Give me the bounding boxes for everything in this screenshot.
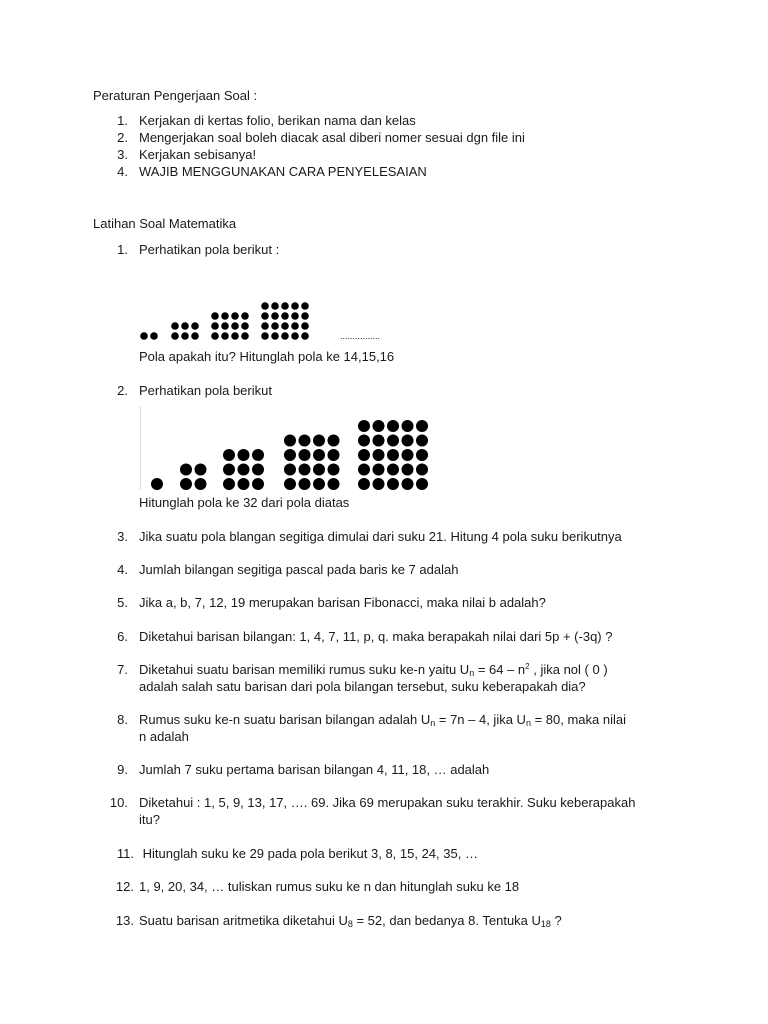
pattern-dot: [211, 312, 219, 320]
pattern-dot: [387, 420, 399, 432]
pattern-dot: [387, 464, 399, 476]
question-text-line: [139, 662, 608, 678]
pattern-dot: [373, 449, 385, 461]
pattern-dot: [150, 332, 158, 340]
pattern-dot: [221, 312, 229, 320]
pattern-dot: [211, 332, 219, 340]
pattern-dot: [195, 478, 207, 490]
question-text-part: = 64 – n: [474, 662, 526, 677]
pattern-dot: [387, 435, 399, 447]
pattern-dot: [261, 332, 269, 340]
pattern-dot: [180, 478, 192, 490]
pattern-dot: [284, 464, 296, 476]
rule-text: Kerjakan di kertas folio, berikan nama dan kelas: [139, 113, 416, 128]
pattern-dot: [291, 312, 299, 320]
pattern-dot: [358, 420, 370, 432]
pattern-dot: [358, 435, 370, 447]
question-number: 3.: [117, 529, 128, 544]
pattern-dot: [231, 322, 239, 330]
question-text: Jika a, b, 7, 12, 19 merupakan barisan Fibonacci, maka nilai b adalah?: [139, 595, 546, 610]
pattern-dot: [373, 478, 385, 490]
question-text: Hitunglah suku ke 29 pada pola berikut 3, 8, 15, 24, 35, …: [139, 846, 478, 861]
pattern-dot: [180, 464, 192, 476]
pattern-dot: [284, 449, 296, 461]
pattern-dot: [301, 322, 309, 330]
question-text-part: Rumus suku ke-n suatu barisan bilangan adalah U: [139, 712, 431, 727]
pattern-dot: [223, 478, 235, 490]
question-text-line: itu?: [139, 812, 160, 827]
pattern-dot: [328, 449, 340, 461]
subscript: n: [469, 668, 475, 678]
pattern-dot: [387, 478, 399, 490]
pattern-dot: [223, 464, 235, 476]
pattern-continuation: ................: [340, 331, 381, 341]
question-text: Diketahui barisan bilangan: 1, 4, 7, 11, p, q. maka berapakah nilai dari 5p + (-3q) ?: [139, 629, 613, 644]
pattern-dot: [313, 435, 325, 447]
pattern-dot: [291, 302, 299, 310]
pattern-dot: [373, 420, 385, 432]
pattern-dot: [195, 464, 207, 476]
pattern-dot: [252, 449, 264, 461]
pattern-dot: [402, 478, 414, 490]
pattern-dot: [238, 449, 250, 461]
question-number: 2.: [117, 383, 128, 398]
rule-number: 3.: [117, 147, 128, 162]
pattern-dot: [140, 332, 148, 340]
pattern-dot: [284, 435, 296, 447]
pattern-dot: [221, 332, 229, 340]
rule-number: 1.: [117, 113, 128, 128]
pattern-dot: [241, 312, 249, 320]
rule-text: Mengerjakan soal boleh diacak asal diberi nomer sesuai dgn file ini: [139, 130, 525, 145]
rule-number: 4.: [117, 164, 128, 179]
pattern-dot: [171, 322, 179, 330]
pattern-dot: [299, 478, 311, 490]
pattern-dot: [151, 478, 163, 490]
rule-text: Kerjakan sebisanya!: [139, 147, 257, 162]
pattern-dot: [299, 435, 311, 447]
subscript: n: [430, 718, 436, 728]
question-text-line: [139, 913, 562, 929]
pattern-dot: [301, 302, 309, 310]
pattern-dot: [387, 449, 399, 461]
pattern-dot: [373, 435, 385, 447]
question-text: Hitunglah pola ke 32 dari pola diatas: [139, 495, 350, 510]
question-number: 4.: [117, 562, 128, 577]
pattern-dot: [291, 332, 299, 340]
pattern-dot: [416, 435, 428, 447]
superscript: 2: [525, 662, 530, 671]
pattern-dot: [238, 478, 250, 490]
pattern-dot: [211, 322, 219, 330]
question-text-part: ?: [550, 913, 562, 928]
question-text-line: n adalah: [139, 729, 189, 744]
pattern-dot: [358, 464, 370, 476]
pattern-dot: [191, 332, 199, 340]
question-number: 8.: [117, 712, 128, 727]
question-text: Perhatikan pola berikut: [139, 383, 272, 398]
question-number: 10.: [109, 795, 128, 810]
pattern-dot: [261, 322, 269, 330]
pattern-dot: [191, 322, 199, 330]
pattern-dot: [358, 449, 370, 461]
question-text-line: adalah salah satu barisan dari pola bilangan tersebut, suku keberapakah dia?: [139, 679, 586, 694]
question-text-line: Diketahui : 1, 5, 9, 13, 17, …. 69. Jika 69 merupakan suku terakhir. Suku keberapakah: [139, 795, 636, 810]
pattern-dot: [402, 435, 414, 447]
pattern-dot: [358, 478, 370, 490]
question-text-part: Diketahui suatu barisan memiliki rumus suku ke-n yaitu U: [139, 662, 470, 677]
pattern-dot: [416, 420, 428, 432]
pattern-dot: [281, 322, 289, 330]
pattern-dot: [301, 312, 309, 320]
subscript: 18: [540, 919, 551, 929]
pattern-margin-line: [140, 406, 141, 490]
question-text: Jika suatu pola blangan segitiga dimulai dari suku 21. Hitung 4 pola suku berikutnya: [139, 529, 622, 544]
question-number: 7.: [117, 662, 128, 677]
question-text-part: = 80, maka nilai: [530, 712, 626, 727]
pattern-dot: [223, 449, 235, 461]
exercises-heading: Latihan Soal Matematika: [93, 216, 237, 231]
pattern-dot: [299, 449, 311, 461]
question-number: 13.: [115, 913, 134, 928]
rules-heading: Peraturan Pengerjaan Soal :: [93, 88, 258, 103]
pattern-dot: [252, 478, 264, 490]
pattern-dot: [313, 449, 325, 461]
rule-text: WAJIB MENGGUNAKAN CARA PENYELESAIAN: [139, 164, 427, 179]
pattern-dot: [281, 332, 289, 340]
question-text: Jumlah 7 suku pertama barisan bilangan 4, 11, 18, … adalah: [139, 762, 490, 777]
pattern-dot: [313, 464, 325, 476]
pattern-dot: [328, 435, 340, 447]
subscript: 8: [347, 919, 353, 929]
pattern-dot: [231, 332, 239, 340]
pattern-dot: [299, 464, 311, 476]
question-text-part: Suatu barisan aritmetika diketahui U: [139, 913, 348, 928]
question-text: Perhatikan pola berikut :: [139, 242, 280, 257]
question-number: 6.: [117, 629, 128, 644]
subscript: n: [525, 718, 531, 728]
pattern-dot: [271, 322, 279, 330]
pattern-dot: [402, 449, 414, 461]
pattern-dot: [416, 478, 428, 490]
pattern-dot: [284, 478, 296, 490]
pattern-dot: [271, 332, 279, 340]
pattern-dot: [231, 312, 239, 320]
question-text-line: [139, 712, 626, 728]
pattern-dot: [171, 332, 179, 340]
pattern-dot: [271, 302, 279, 310]
question-text: 1, 9, 20, 34, … tuliskan rumus suku ke n dan hitunglah suku ke 18: [139, 879, 520, 894]
pattern-dot: [181, 322, 189, 330]
pattern-dot: [261, 302, 269, 310]
question-text-part: = 52, dan bedanya 8. Tentuka U: [352, 913, 541, 928]
pattern-dot: [221, 322, 229, 330]
pattern-dot: [252, 464, 264, 476]
rule-number: 2.: [117, 130, 128, 145]
pattern-dot: [301, 332, 309, 340]
pattern-dot: [402, 420, 414, 432]
question-text: Jumlah bilangan segitiga pascal pada baris ke 7 adalah: [139, 562, 459, 577]
pattern-dot: [281, 302, 289, 310]
dot-pattern-2: [0, 0, 300, 90]
pattern-dot: [241, 332, 249, 340]
pattern-dot: [241, 322, 249, 330]
pattern-dot: [328, 478, 340, 490]
question-text-part: = 7n – 4, jika U: [435, 712, 526, 727]
pattern-dot: [373, 464, 385, 476]
question-text-part: , jika nol ( 0 ): [529, 662, 608, 677]
pattern-dot: [416, 464, 428, 476]
pattern-dot: [291, 322, 299, 330]
question-number: 9.: [117, 762, 128, 777]
question-number: 11.: [116, 846, 134, 861]
question-number: 5.: [117, 595, 128, 610]
question-number: 12.: [115, 879, 134, 894]
pattern-dot: [271, 312, 279, 320]
question-text: Pola apakah itu? Hitunglah pola ke 14,15,16: [139, 349, 395, 364]
pattern-dot: [181, 332, 189, 340]
pattern-dot: [281, 312, 289, 320]
question-number: 1.: [117, 242, 128, 257]
pattern-dot: [261, 312, 269, 320]
pattern-dot: [328, 464, 340, 476]
pattern-dot: [402, 464, 414, 476]
pattern-dot: [416, 449, 428, 461]
pattern-dot: [313, 478, 325, 490]
pattern-dot: [238, 464, 250, 476]
